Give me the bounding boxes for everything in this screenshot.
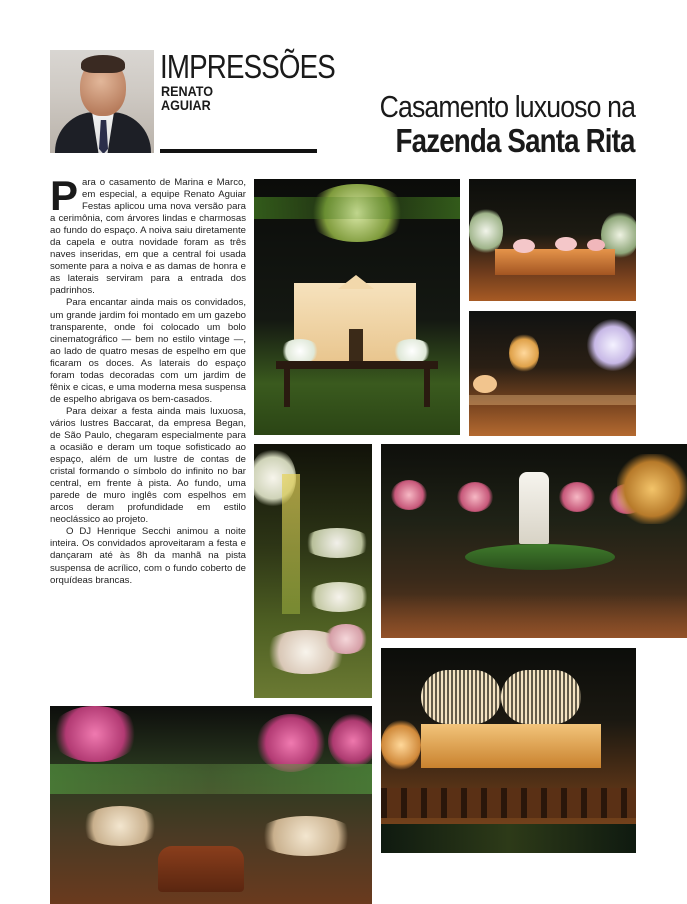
- photo-orchid-lounge: [50, 706, 372, 904]
- photo-dessert-tables: [469, 179, 636, 301]
- drop-cap: P: [50, 172, 79, 219]
- article-paragraph: Para encantar ainda mais os convidados, um grande jardim foi montado em um gazebo transparente, onde foi colocado um bolo cinematográfico — bem no estilo vintage —, ao lado de quatro mesas de espelho em que ficaram os doces. As laterais do espaço foram todas decoradas com um jardim de fênix e cicas, e uma moderna mesa suspensa de espelho abrigava os bem-casados.: [50, 297, 246, 405]
- photo-cake-gazebo: [381, 444, 687, 638]
- photo-table-setting: [254, 444, 372, 698]
- article-paragraph: Para deixar a festa ainda mais luxuosa, vários lustres Baccarat, da empresa Began, de São Paulo, chegaram especialmente para a ocasião e deram um toque sofisticado ao espaço, além de um lustre de contas de cristal formando o símbolo do infinito no bar central, em frente à pista. Ao fundo, uma parede de muro inglês com espelhos em arcos deram profundidade em estilo neoclássico ao projeto.: [50, 405, 246, 526]
- author-photo: [50, 50, 154, 153]
- paragraph-text: ara o casamento de Marina e Marco, em especial, a equipe Renato Aguiar Festas aplicou uma nova versão para a cerimônia, com árvores lindas e charmosas ao fundo do espaço. A noiva saiu diretamente da capela e outra novidade foram as três naves inseridas, em que a central foi usada somente para a noiva e as damas de honra e as laterais serviram para a entrada dos padrinhos.: [50, 177, 246, 297]
- photo-bar-chandelier: [381, 648, 636, 853]
- author-name: [161, 84, 213, 112]
- section-title: IMPRESSÕES: [160, 48, 335, 85]
- author-name-line1: RENATO: [161, 83, 214, 99]
- photo-reception-hall: [469, 311, 636, 436]
- headline-line2: Fazenda Santa Rita: [395, 122, 635, 159]
- article-body: [50, 172, 246, 587]
- article-paragraph: [50, 172, 246, 297]
- article-paragraph: O DJ Henrique Secchi animou a noite inteira. Os convidados aproveitaram a festa e dançaram até às 8h da manhã na pista suspensa de acrílico, com o fundo coberto de orquídeas brancas.: [50, 526, 246, 586]
- photo-chapel-ceremony: [254, 179, 460, 435]
- headline-line1: Casamento luxuoso na: [379, 89, 635, 124]
- author-name-line2: AGUIAR: [161, 97, 211, 113]
- header-rule: [160, 149, 317, 153]
